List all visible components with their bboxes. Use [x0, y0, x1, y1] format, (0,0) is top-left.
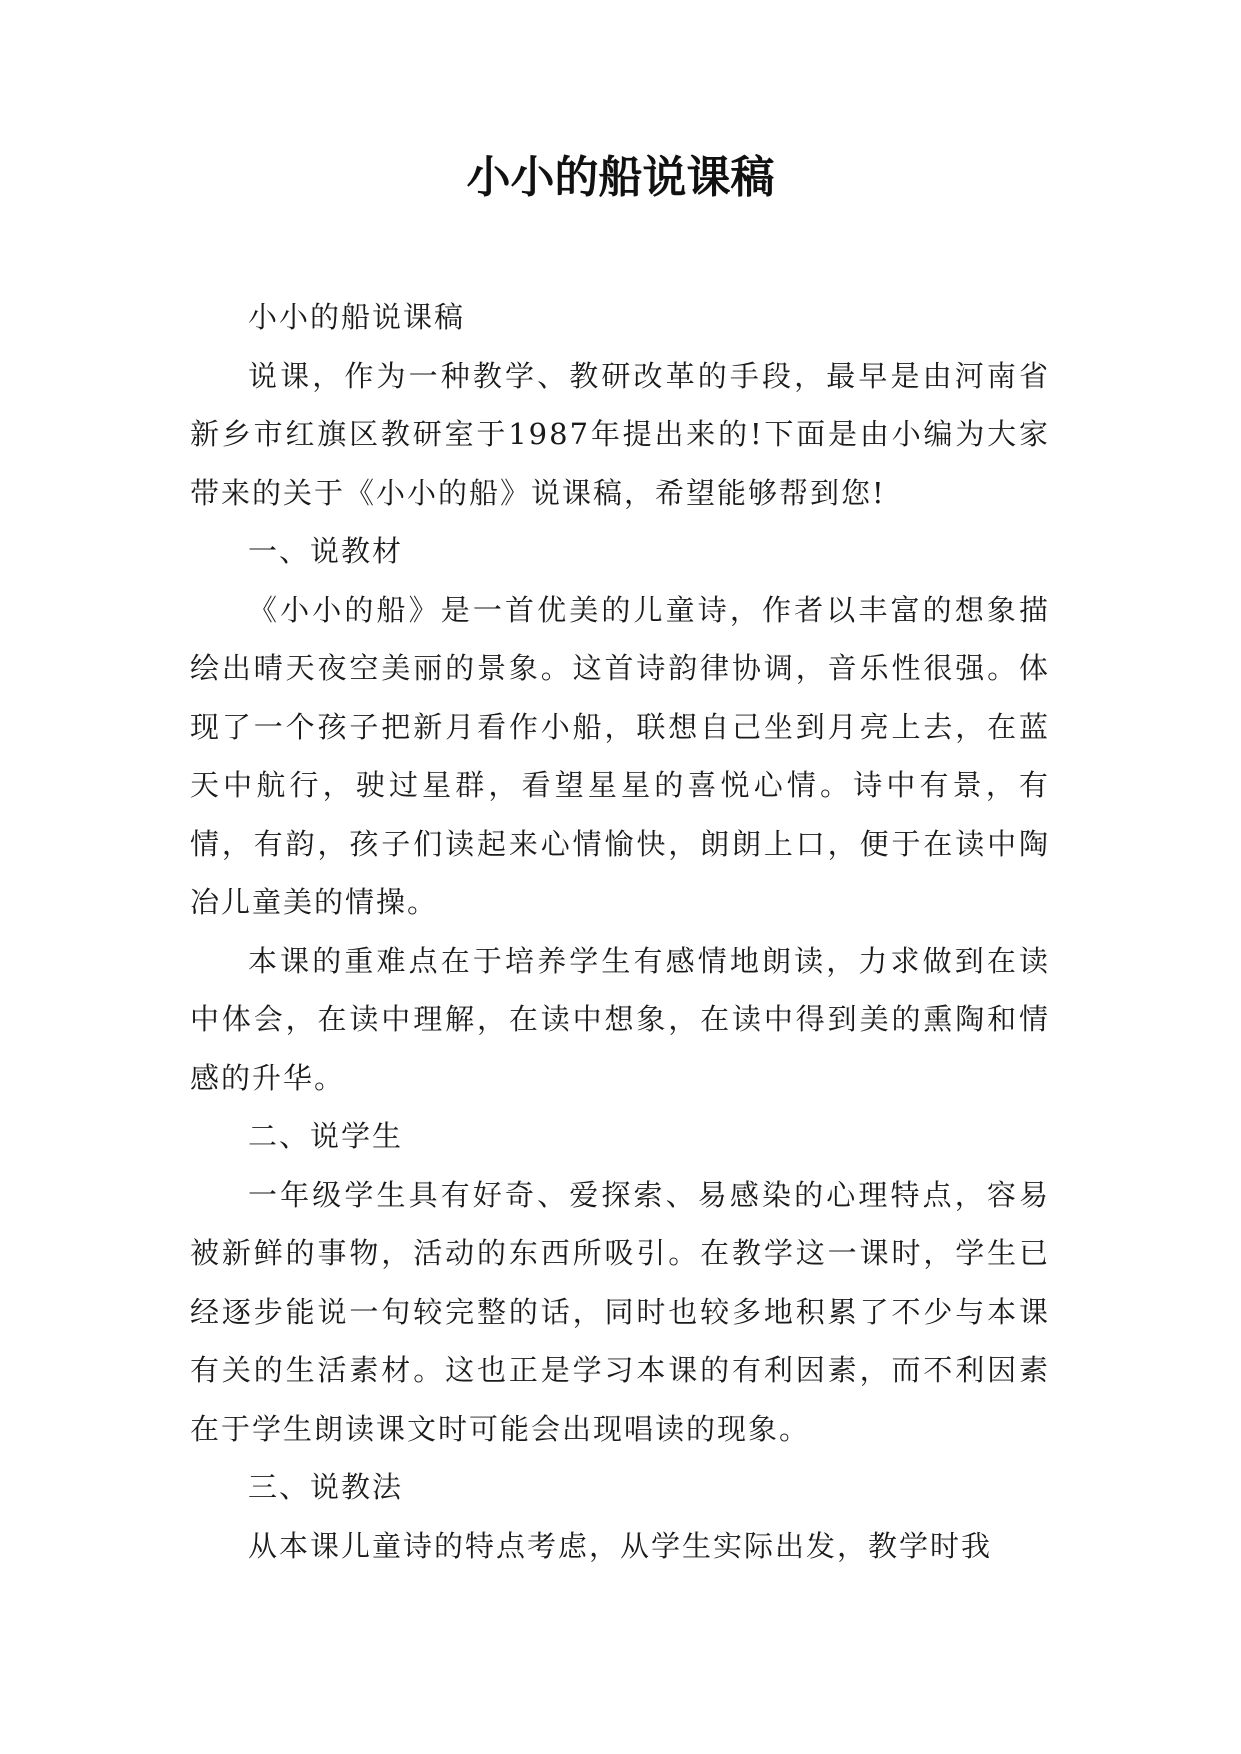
- document-body: [190, 288, 1050, 1575]
- paragraph-students: 一年级学生具有好奇、爱探索、易感染的心理特点，容易被新鲜的事物，活动的东西所吸引。在教学这一课时，学生已经逐步能说一句较完整的话，同时也较多地积累了不少与本课有关的生活素材。这也正是学习本课的有利因素，而不利因素在于学生朗读课文时可能会出现唱读的现象。: [190, 1177, 1050, 1446]
- section-heading-students: 二、说学生: [248, 1119, 404, 1153]
- paragraph-subtitle: 小小的船说课稿: [248, 300, 466, 334]
- document-title: 小小的船说课稿: [466, 152, 775, 203]
- paragraph-methods: 从本课儿童诗的特点考虑，从学生实际出发，教学时我: [248, 1528, 993, 1563]
- section-heading-methods: 三、说教法: [248, 1470, 404, 1504]
- paragraph-textbook: 《小小的船》是一首优美的儿童诗，作者以丰富的想象描绘出晴天夜空美丽的景象。这首诗韵律协调，音乐性很强。体现了一个孩子把新月看作小船，联想自己坐到月亮上去，在蓝天中航行，驶过星群，看望星星的喜悦心情。诗中有景，有情，有韵，孩子们读起来心情愉快，朗朗上口，便于在读中陶冶儿童美的情操。: [190, 592, 1050, 919]
- section-heading-textbook: 一、说教材: [248, 534, 404, 568]
- paragraph-intro: 说课，作为一种教学、教研改革的手段，最早是由河南省新乡市红旗区教研室于1987年提出来的!下面是由小编为大家带来的关于《小小的船》说课稿，希望能够帮到您!: [190, 358, 1050, 510]
- paragraph-key-points: 本课的重难点在于培养学生有感情地朗读，力求做到在读中体会，在读中理解，在读中想象，在读中得到美的熏陶和情感的升华。: [190, 943, 1050, 1095]
